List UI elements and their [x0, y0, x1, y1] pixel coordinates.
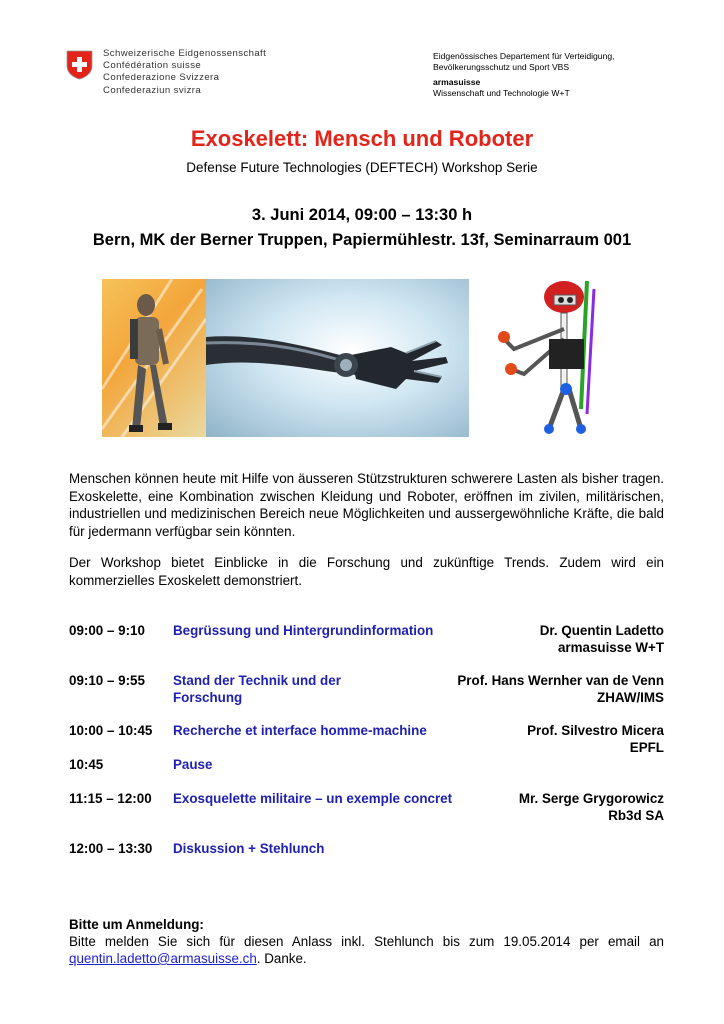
robotic-arm-image: [206, 279, 469, 437]
workshop-paragraph: Der Workshop bietet Einblicke in die Forschung und zukünftige Trends. Zudem wird ein kommerzielles Exoskelett demonstriert.: [69, 555, 664, 588]
swiss-coat-of-arms-icon: [66, 50, 93, 80]
program-speaker: [527, 722, 664, 756]
speaker-affiliation: armasuisse W+T: [557, 640, 664, 655]
registration-title: Bitte um Anmeldung:: [69, 917, 204, 932]
program-topic: Recherche et interface homme-machine: [173, 723, 427, 738]
department-line: Eidgenössisches Departement für Verteidigung,: [433, 51, 615, 61]
confederation-names: [103, 48, 266, 97]
document-subtitle: Defense Future Technologies (DEFTECH) Workshop Serie: [186, 160, 538, 175]
program-topic: Stand der Technik und der Forschung: [173, 673, 341, 705]
program-time: 12:00 – 13:30: [69, 841, 153, 856]
confederation-line: Confederazione Svizzera: [103, 72, 220, 84]
speaker-affiliation: Rb3d SA: [608, 808, 664, 823]
program-speaker: [457, 672, 664, 706]
speaker-affiliation: EPFL: [629, 740, 664, 755]
letterhead: [66, 48, 666, 104]
program-topic: Diskussion + Stehlunch: [173, 841, 325, 856]
program-time: 09:00 – 9:10: [69, 623, 145, 638]
program-topic: Exosquelette militaire – un exemple concret: [173, 791, 453, 806]
document-title: Exoskelett: Mensch und Roboter: [190, 126, 534, 151]
speaker-name: Dr. Quentin Ladetto: [539, 623, 664, 638]
confederation-line: Confédération suisse: [103, 60, 202, 72]
program-time: 11:15 – 12:00: [69, 791, 152, 806]
registration-closing: . Danke.: [256, 951, 307, 966]
image-strip: [102, 279, 632, 437]
program-topic: Pause: [173, 757, 213, 772]
email-link[interactable]: quentin.ladetto@armasuisse.ch: [69, 951, 257, 966]
speaker-name: Prof. Hans Wernher van de Venn: [457, 673, 664, 688]
department-line: Bevölkerungsschutz und Sport VBS: [433, 61, 570, 72]
program-topic: Begrüssung und Hintergrundinformation: [173, 623, 434, 638]
program-time: 09:10 – 9:55: [69, 673, 145, 688]
org-name: armasuisse: [433, 77, 481, 87]
registration-instructions: Bitte melden Sie sich für diesen Anlass inkl. Stehlunch bis zum 19.05.2014 per email an: [69, 934, 664, 949]
event-location: Bern, MK der Berner Truppen, Papiermühlestr. 13f, Seminarraum 001: [92, 231, 632, 249]
speaker-name: Prof. Silvestro Micera: [527, 723, 664, 738]
program-time: 10:00 – 10:45: [69, 723, 153, 738]
registration-text: [69, 933, 664, 967]
speaker-affiliation: ZHAW/IMS: [597, 690, 664, 705]
org-unit: Wissenschaft und Technologie W+T: [433, 87, 570, 98]
speaker-name: Mr. Serge Grygorowicz: [518, 791, 664, 806]
department-block: [433, 51, 615, 98]
event-date-time: 3. Juni 2014, 09:00 – 13:30 h: [251, 206, 473, 224]
exoskeleton-walker-image: [102, 279, 206, 437]
program-time: 10:45: [69, 757, 104, 772]
intro-paragraph: Menschen können heute mit Hilfe von äusseren Stützstrukturen schwerere Lasten als bisher tragen. Exoskelette, eine Kombination zwischen Kleidung und Roboter, eröffnen im zivilen, militärischen, industriellen und medizinischen Bereich neue Möglichkeiten und aussergewöhnliche Kräfte, die bald für jedermann verfügbar sein könnten.: [69, 471, 664, 539]
humanoid-robot-image: [469, 279, 632, 437]
confederation-line: Schweizerische Eidgenossenschaft: [103, 48, 267, 59]
confederation-line: Confederaziun svizra: [103, 84, 202, 96]
program-speaker: [540, 622, 664, 656]
program-speaker: [519, 790, 664, 824]
